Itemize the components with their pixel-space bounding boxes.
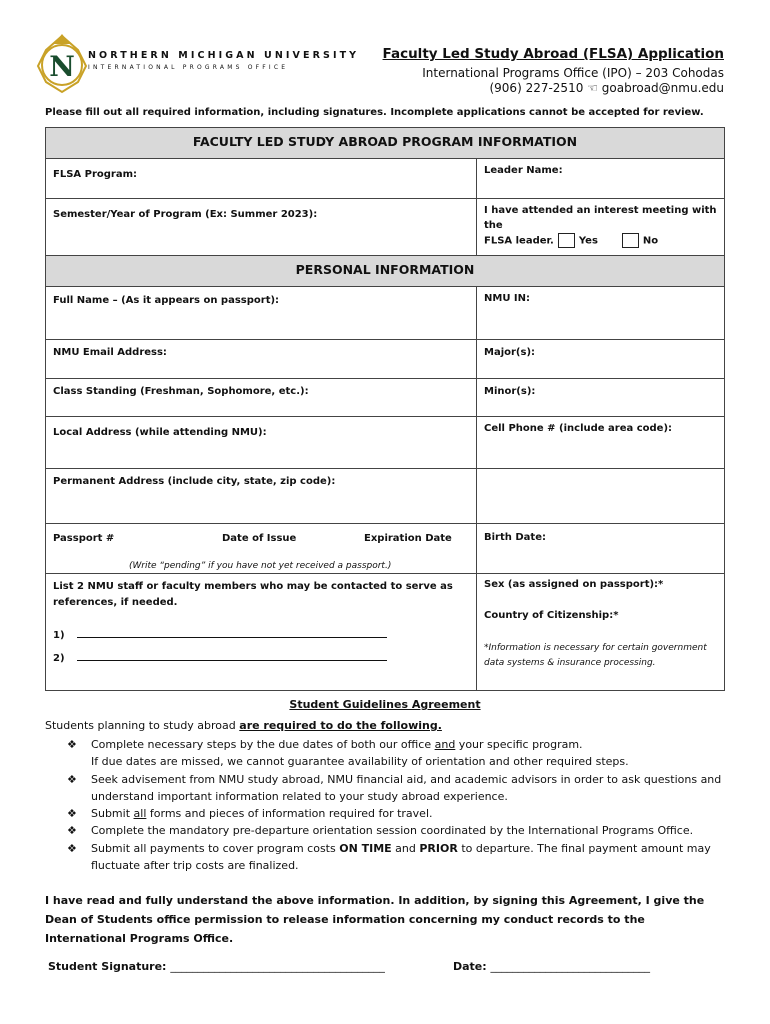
reference-1-line[interactable]: [77, 627, 387, 638]
reference-1-label: 1): [53, 629, 65, 641]
info-note: *Information is necessary for certain government data systems & insurance processing.: [484, 642, 707, 668]
passport-note: (Write “pending” if you have not yet received a passport.): [129, 560, 392, 571]
guidelines-list: [62, 736, 732, 874]
no-label: No: [642, 235, 659, 247]
date-of-issue-label: Date of Issue: [222, 532, 297, 544]
nmu-in-field[interactable]: [477, 286, 725, 339]
guidelines-intro-text: Students planning to study abroad: [45, 719, 240, 732]
date-label: Date:: [453, 960, 487, 973]
section-heading-program: FACULTY LED STUDY ABROAD PROGRAM INFORMATION: [46, 128, 725, 159]
date-field[interactable]: [453, 960, 650, 973]
form-title: Faculty Led Study Abroad (FLSA) Application: [382, 46, 724, 62]
signature-label: Student Signature:: [48, 960, 167, 973]
guideline-continuation: If due dates are missed, we cannot guarantee availability of orientation and other required steps.: [91, 755, 629, 769]
local-address-field[interactable]: [46, 416, 477, 468]
office-address: International Programs Office (IPO) – 203 Cohodas: [422, 66, 724, 80]
flsa-program-label: FLSA Program:: [53, 169, 138, 180]
no-checkbox[interactable]: [622, 233, 639, 248]
full-name-field[interactable]: [46, 286, 477, 339]
acknowledgement-text: I have read and fully understand the above information. In addition, by signing this Agreement, I give the Dean of Students office permission to release information concerning my conduct records to the International Programs Office.: [45, 894, 705, 945]
expiration-date-label: Expiration Date: [364, 532, 452, 544]
class-standing-field[interactable]: [46, 378, 477, 416]
section-heading-personal: PERSONAL INFORMATION: [46, 255, 725, 286]
email-link[interactable]: goabroad@nmu.edu: [601, 81, 724, 95]
guidelines-intro-emphasis: are required to do the following.: [239, 719, 442, 732]
signature-line[interactable]: _______________________________________: [170, 960, 385, 973]
permanent-address-label: Permanent Address (include city, state, zip code):: [53, 475, 336, 487]
interest-meeting-field: [477, 199, 725, 256]
meeting-question-line1: I have attended an interest meeting with the: [484, 205, 717, 231]
logo-letter: N: [49, 50, 75, 83]
guideline-item: ❖ Complete necessary steps by the due dates of both our office and your specific program.: [62, 736, 732, 753]
office-name: INTERNATIONAL PROGRAMS OFFICE: [88, 64, 289, 71]
pointing-hand-icon: ☜: [587, 81, 598, 95]
guideline-item: ❖ Seek advisement from NMU study abroad, NMU financial aid, and academic advisors in order to ask questions and understand important information related to your study abroad experience.: [67, 772, 722, 803]
birth-date-field[interactable]: [477, 523, 725, 573]
cell-phone-field[interactable]: [477, 416, 725, 468]
guideline-item: ❖ Submit all forms and pieces of information required for travel.: [62, 805, 732, 822]
application-form-table: [45, 127, 725, 691]
minors-field[interactable]: [477, 378, 725, 416]
nmu-emblem-icon: [34, 32, 90, 96]
instructions: Please fill out all required information, including signatures. Incomplete applications cannot be accepted for review.: [45, 107, 704, 118]
class-standing-label: Class Standing (Freshman, Sophomore, etc.):: [53, 385, 309, 397]
nmu-in-label: NMU IN:: [484, 292, 531, 304]
diamond-bullet-icon: ❖: [67, 772, 77, 786]
references-field[interactable]: [46, 573, 477, 690]
guidelines-intro: [45, 719, 442, 732]
citizenship-label: Country of Citizenship:*: [484, 609, 619, 621]
permanent-address-blank: [477, 468, 725, 523]
signature-field[interactable]: [48, 960, 385, 973]
full-name-label: Full Name – (As it appears on passport):: [53, 294, 280, 306]
reference-2-line[interactable]: [77, 650, 387, 661]
local-address-label: Local Address (while attending NMU):: [53, 426, 267, 438]
minors-label: Minor(s):: [484, 385, 536, 397]
leader-name-label: Leader Name:: [484, 165, 563, 176]
majors-field[interactable]: [477, 339, 725, 378]
semester-year-field[interactable]: [46, 199, 477, 256]
reference-2-label: 2): [53, 652, 65, 664]
diamond-bullet-icon: ❖: [67, 807, 77, 821]
diamond-bullet-icon: ❖: [67, 738, 77, 751]
guideline-item: ❖ Submit all payments to cover program costs ON TIME and PRIOR to departure. The final payment amount may fluctuate after trip costs are finalized.: [67, 841, 711, 873]
date-line[interactable]: _____________________________: [490, 960, 651, 973]
passport-field[interactable]: [46, 523, 477, 573]
meeting-question-line2: FLSA leader.: [484, 235, 554, 247]
contact-line: [489, 81, 724, 95]
phone: (906) 227-2510: [489, 81, 584, 95]
birth-date-label: Birth Date:: [484, 531, 546, 543]
yes-label: Yes: [578, 235, 598, 247]
yes-checkbox[interactable]: [558, 233, 575, 248]
majors-label: Major(s):: [484, 346, 536, 358]
leader-name-field[interactable]: [477, 159, 725, 199]
references-label: List 2 NMU staff or faculty members who may be contacted to serve as references, if needed.: [53, 580, 453, 608]
guidelines-title: Student Guidelines Agreement: [289, 698, 481, 711]
flsa-program-field[interactable]: [46, 159, 477, 199]
guideline-item: ❖ Complete the mandatory pre-departure orientation session coordinated by the International Programs Office.: [62, 822, 732, 839]
diamond-bullet-icon: ❖: [67, 841, 77, 855]
permanent-address-field[interactable]: [46, 468, 477, 523]
email-label: NMU Email Address:: [53, 346, 167, 358]
diamond-bullet-icon: ❖: [67, 824, 77, 838]
university-name: NORTHERN MICHIGAN UNIVERSITY: [88, 50, 360, 61]
sex-citizenship-field[interactable]: [477, 573, 725, 690]
cell-phone-label: Cell Phone # (include area code):: [484, 422, 673, 434]
sex-label: Sex (as assigned on passport):*: [484, 578, 664, 590]
semester-year-label: Semester/Year of Program (Ex: Summer 2023):: [53, 209, 318, 220]
passport-number-label: Passport #: [53, 532, 115, 544]
email-field[interactable]: [46, 339, 477, 378]
